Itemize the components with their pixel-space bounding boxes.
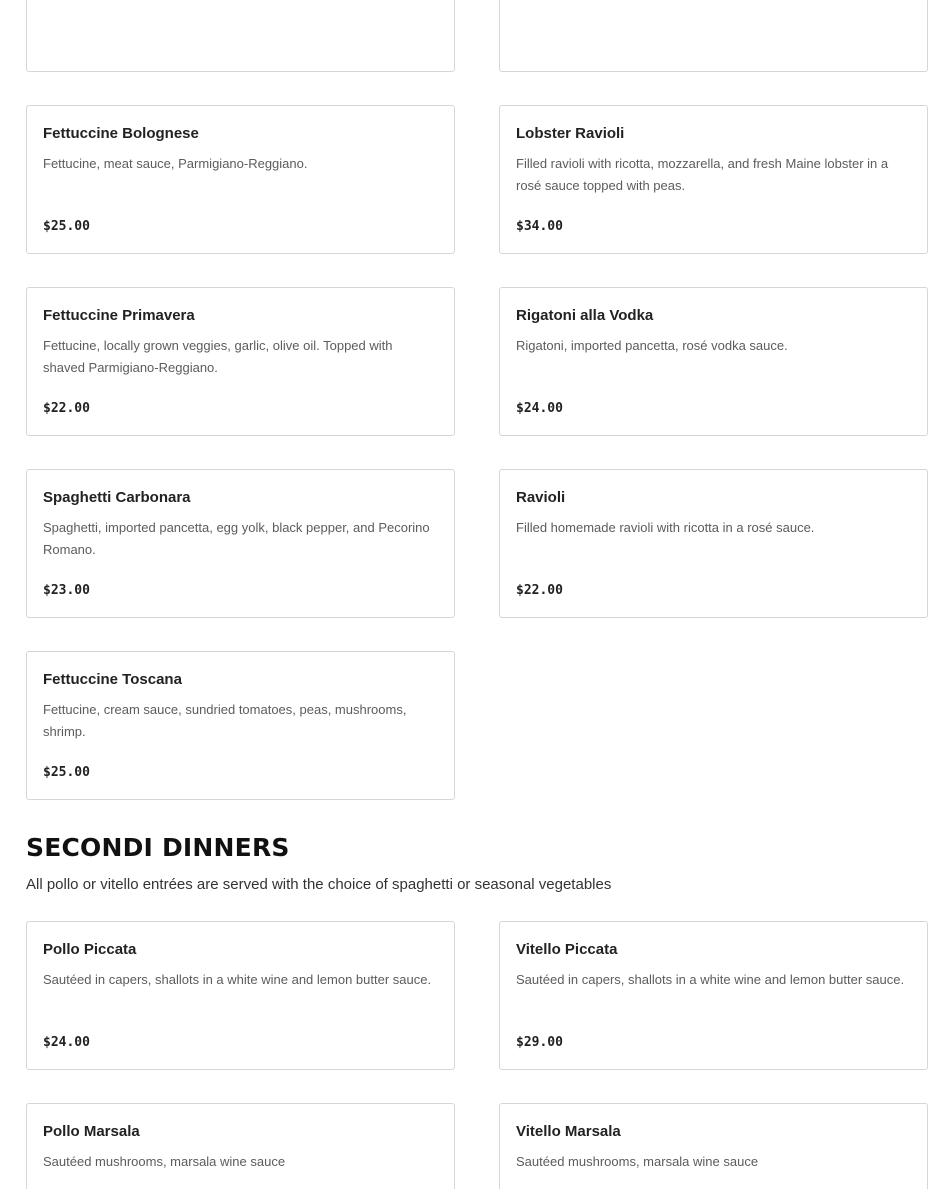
menu-item-name: Fettuccine Toscana (43, 671, 182, 688)
menu-item-name: Pollo Marsala (43, 1123, 140, 1140)
menu-item-price: $34.00 (516, 219, 563, 234)
menu-item-card[interactable] (26, 105, 455, 254)
menu-item-name: Vitello Piccata (516, 941, 618, 958)
menu-item-description: Sautéed in capers, shallots in a white wine and lemon butter sauce. (43, 972, 432, 987)
menu-item-card[interactable] (26, 651, 455, 800)
menu-item-card[interactable] (499, 105, 928, 254)
menu-item-name: Lobster Ravioli (516, 125, 625, 142)
menu-item-card[interactable] (499, 469, 928, 618)
menu-item-price: $29.00 (516, 1035, 563, 1050)
menu-item-price: $22.00 (516, 583, 563, 598)
menu-item-price: $25.00 (43, 219, 90, 234)
menu-item-description: Spaghetti, imported pancetta, egg yolk, black pepper, and Pecorino Romano. (43, 520, 430, 557)
menu-item-description: Filled homemade ravioli with ricotta in a rosé sauce. (516, 520, 815, 535)
menu-item-price: $22.00 (43, 401, 90, 416)
menu-item-description: Rigatoni, imported pancetta, rosé vodka sauce. (516, 338, 788, 353)
menu-item-price: $24.00 (516, 401, 563, 416)
menu-item-description: Filled ravioli with ricotta, mozzarella, and fresh Maine lobster in a rosé sauce topped with peas. (516, 156, 889, 193)
menu-item-description: Fettucine, locally grown veggies, garlic, olive oil. Topped with shaved Parmigiano-Reggiano. (43, 338, 393, 375)
menu-item-name: Spaghetti Carbonara (43, 489, 191, 506)
menu-item-card[interactable] (26, 287, 455, 436)
menu-item-card[interactable] (26, 1103, 455, 1189)
menu-item-description: Sautéed mushrooms, marsala wine sauce (516, 1154, 759, 1169)
menu-item-price: $25.00 (43, 765, 90, 780)
menu-item-name: Ravioli (516, 489, 566, 506)
menu-item-description: Fettucine, meat sauce, Parmigiano-Reggiano. (43, 156, 308, 171)
menu-item-card[interactable] (499, 0, 928, 72)
menu-item-card[interactable] (26, 0, 455, 72)
section-title: SECONDI DINNERS (26, 833, 290, 862)
menu-item-description: Sautéed mushrooms, marsala wine sauce (43, 1154, 286, 1169)
menu-item-name: Rigatoni alla Vodka (516, 307, 654, 324)
menu-item-price: $23.00 (43, 583, 90, 598)
menu-item-card[interactable] (26, 469, 455, 618)
menu-item-name: Pollo Piccata (43, 941, 137, 958)
menu-item-name: Fettuccine Bolognese (43, 125, 199, 142)
section-description: All pollo or vitello entrées are served with the choice of spaghetti or seasonal vegetables (26, 876, 612, 893)
menu-item-name: Fettuccine Primavera (43, 307, 195, 324)
menu-item-name: Vitello Marsala (516, 1123, 621, 1140)
menu-item-card[interactable] (26, 921, 455, 1070)
menu-item-card[interactable] (499, 1103, 928, 1189)
menu-item-description: Sautéed in capers, shallots in a white wine and lemon butter sauce. (516, 972, 905, 987)
menu-item-price: $24.00 (43, 1035, 90, 1050)
menu-item-card[interactable] (499, 921, 928, 1070)
menu-item-card[interactable] (499, 287, 928, 436)
menu-item-description: Fettucine, cream sauce, sundried tomatoes, peas, mushrooms, shrimp. (43, 702, 407, 739)
